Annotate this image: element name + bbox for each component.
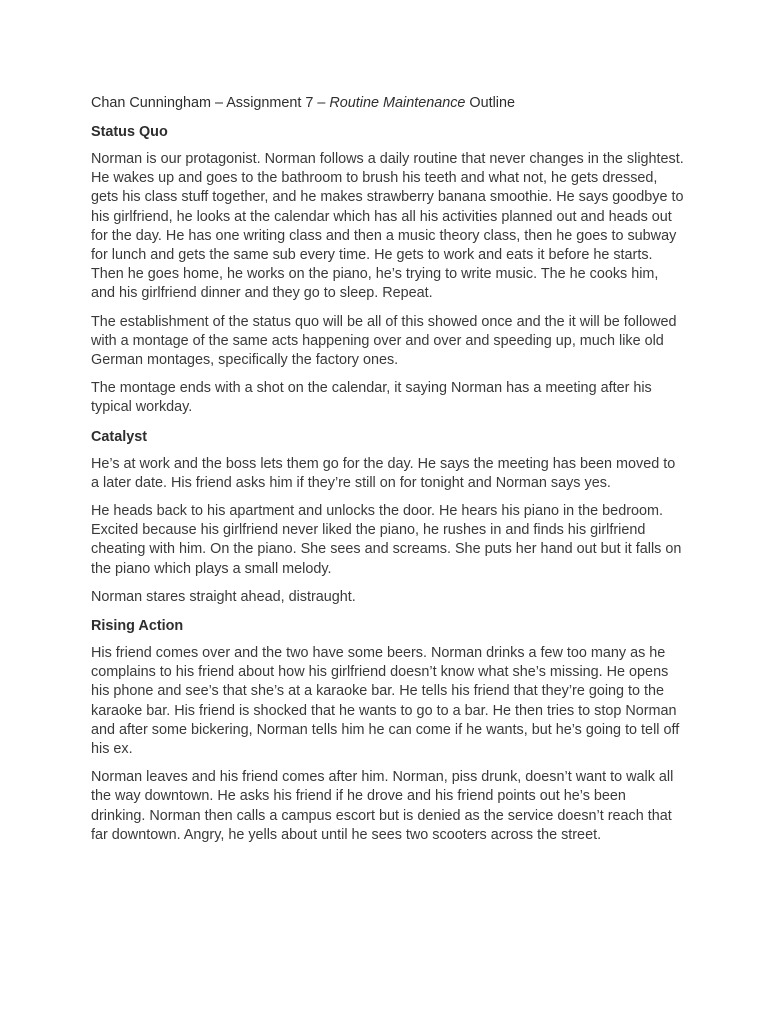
paragraph: He’s at work and the boss lets them go for the day. He says the meeting has been moved to a later date. His friend asks him if they’re still on for tonight and Norman says yes.	[91, 455, 676, 491]
paragraph: Norman leaves and his friend comes after him. Norman, piss drunk, doesn’t want to walk all the way downtown. He asks his friend if he drove and his friend points out he’s been drinking. Norman then calls a campus escort but is denied as the service doesn’t reach that far downtown. Angry, he yells about until he sees two scooters across the street.	[91, 769, 674, 843]
title-italic: Routine Maintenance	[329, 95, 466, 111]
section-rising-action	[91, 616, 684, 845]
paragraph: His friend comes over and the two have some beers. Norman drinks a few too many as he complains to his friend about how his girlfriend doesn’t know what she’s missing. He opens his phone and see’s that she’s at a karaoke bar. He tells his friend that they’re going to the karaoke bar. His friend is shocked that he wants to go to a bar. He then tries to stop Norman and after some bickering, Norman tells him he can come if he wants, but he’s going to tell off his ex.	[91, 645, 680, 758]
section-heading: Catalyst	[91, 428, 147, 445]
document-title	[91, 93, 684, 113]
paragraph: Norman is our protagonist. Norman follows a daily routine that never changes in the slightest. He wakes up and goes to the bathroom to brush his teeth and what not, he gets dressed, gets his class stuff together, and he makes strawberry banana smoothie. He says goodbye to his girlfriend, he looks at the calendar which has all his activities planned out and heads out for the day. He has one writing class and then a music theory class, then he goes to subway for lunch and gets the same sub every time. He gets to work and eats it before he starts. Then he goes home, he works on the piano, he’s trying to write music. The he cooks him, and his girlfriend dinner and they go to sleep. Repeat.	[91, 151, 684, 302]
paragraph: Norman stares straight ahead, distraught.	[91, 588, 356, 605]
paragraph: The montage ends with a shot on the calendar, it saying Norman has a meeting after his typical workday.	[91, 380, 652, 416]
title-suffix: Outline	[465, 95, 516, 111]
title-prefix: Chan Cunningham – Assignment 7 –	[91, 95, 330, 111]
section-heading: Status Quo	[91, 124, 168, 140]
section-heading: Rising Action	[91, 618, 184, 635]
section-status-quo	[91, 122, 684, 418]
paragraph: He heads back to his apartment and unlocks the door. He hears his piano in the bedroom. Excited because his girlfriend never liked the piano, he rushes in and finds his girlfriend cheating with him. On the piano. She sees and screams. She puts her hand out but it falls on the piano which plays a small melody.	[91, 503, 682, 577]
section-catalyst	[91, 427, 684, 607]
paragraph: The establishment of the status quo will be all of this showed once and the it will be followed with a montage of the same acts happening over and over and speeding up, much like old German montages, specifically the factory ones.	[91, 313, 677, 369]
